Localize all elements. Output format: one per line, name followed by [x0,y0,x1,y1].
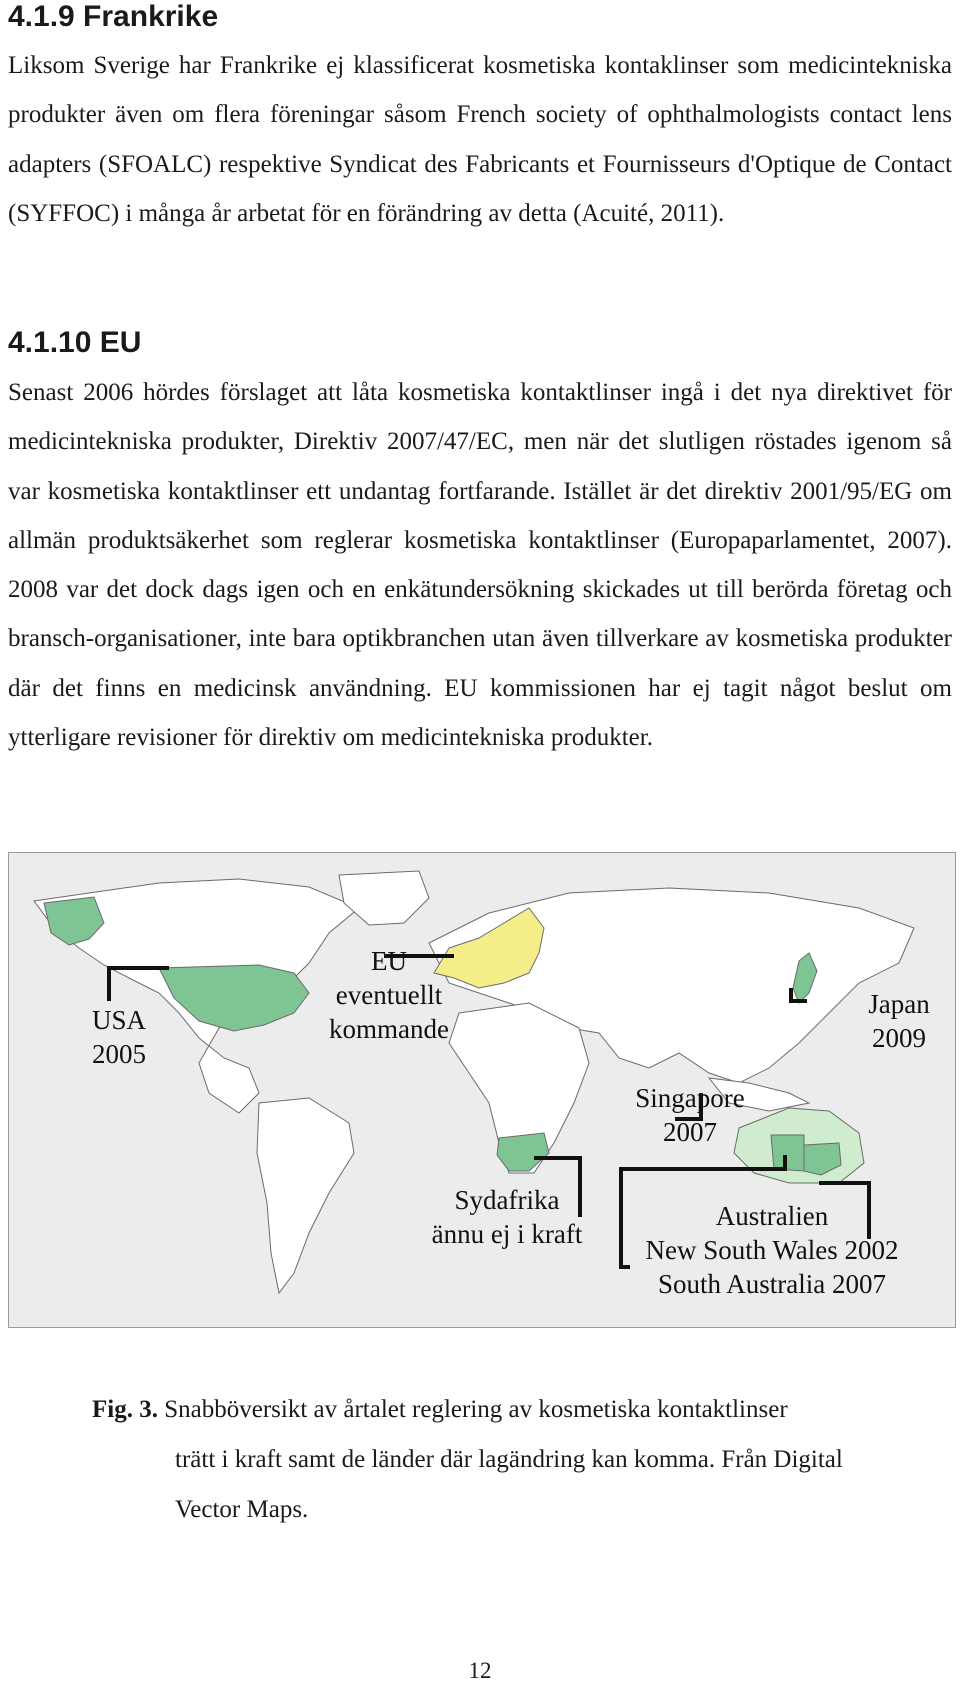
page-number: 12 [468,1658,492,1683]
label-sydafrika-name: Sydafrika [454,1185,560,1215]
caption-label: Fig. 3. [92,1396,158,1423]
label-usa-name: USA [91,1005,147,1035]
label-sydafrika-status: ännu ej i kraft [431,1219,583,1249]
map-region-greenland [339,871,429,925]
caption-line-3: Vector Maps. [175,1496,309,1523]
caption-line-1 [92,1385,932,1435]
paragraph-eu: Senast 2006 hördes förslaget att låta kosmetiska kontaktlinser ingå i det nya direktivet för medicintekniska produkter, Direktiv 2007/47/EC, men när det slutligen röstades igenom så var kosmetiska kontaktlinser ett undantag fortfarande. Istället är det direktiv 2001/95/EG om allmän produktsäkerhet som reglerar kosmetiska kontaktlinser (Europaparlamentet, 2007). 2008 var det dock dags igen och en enkätundersökning skickades ut till berörda företag och bransch-organisationer, inte bara optikbranchen utan även tillverkare av kosmetiska produkter där det finns en medicinsk användning. EU kommissionen har ej tagit något beslut om ytterligare revisioner för direktiv om medicintekniska produkter. [8,379,952,752]
label-japan-year: 2009 [872,1023,926,1053]
figure-caption [92,1385,932,1535]
map-region-south-america [257,1098,354,1293]
map-region-south-africa [497,1133,549,1171]
label-south-australia: South Australia 2007 [658,1269,886,1299]
paragraph-frankrike: Liksom Sverige har Frankrike ej klassificerat kosmetiska kontaklinser som medicintekniska produkter även om flera föreningar såsom French society of ophthalmologists contact lens adapters (SFOALC) respektive Syndicat des Fabricants et Fournisseurs d'Optique de Contact (SYFFOC) i många år arbetat för en förändring av detta (Acuité, 2011). [8,52,952,227]
world-map [9,853,955,1327]
world-map-figure [8,852,956,1328]
label-singapore-year: 2007 [663,1117,717,1147]
label-singapore-name: Singapore [635,1083,745,1113]
label-usa-year: 2005 [92,1039,146,1069]
label-eu-status-2: kommande [329,1014,449,1044]
label-new-south-wales: New South Wales 2002 [645,1235,899,1265]
label-eu-status: eventuellt [335,980,443,1010]
map-region-usa [159,965,309,1031]
map-region-south-australia [771,1135,804,1171]
label-australien-name: Australien [715,1201,829,1231]
caption-text-1: Snabböversikt av årtalet reglering av kosmetiska kontaktlinser [164,1396,788,1423]
section-heading-eu: 4.1.10 EU [8,326,142,359]
section-heading-frankrike: 4.1.9 Frankrike [8,0,219,33]
label-japan-name: Japan [868,989,930,1019]
caption-line-2: trätt i kraft samt de länder där lagändring kan komma. Från Digital [175,1446,843,1473]
label-eu-name: EU [371,946,407,976]
